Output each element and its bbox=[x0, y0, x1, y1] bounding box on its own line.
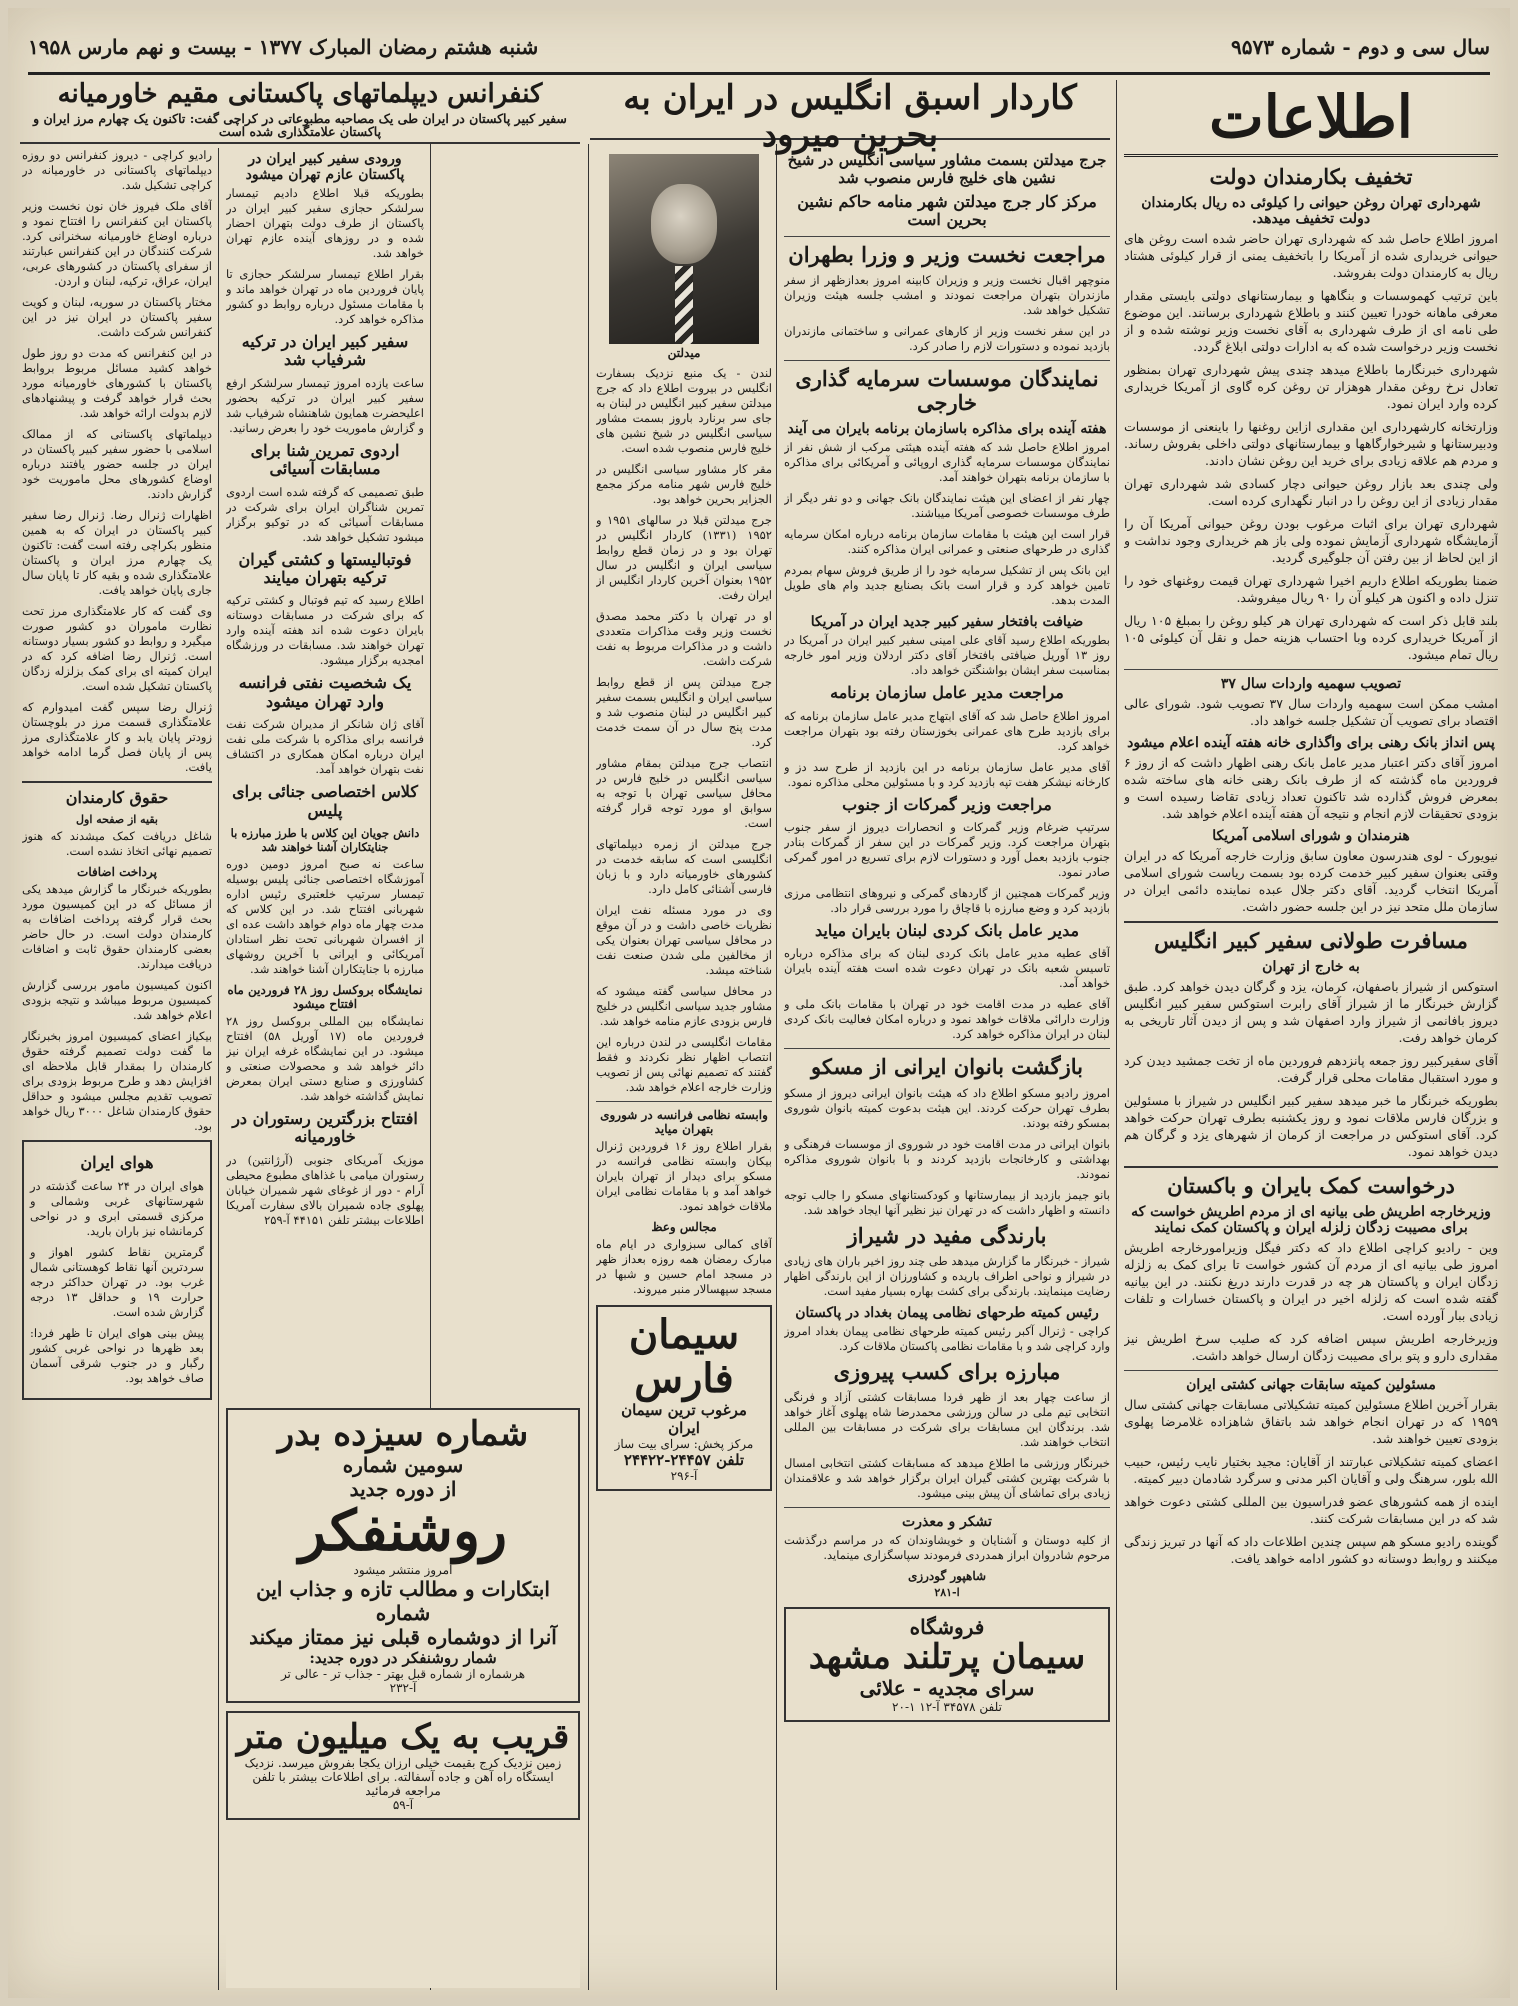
paragraph: استوکس از شیراز باصفهان، کرمان، یزد و گرگان دیدن خواهد کرد. طبق گزارش خبرنگار ما از شیراز آقای رابرت استوکس سفیر کبیر انگلیس دیروز بافانمی از شیراز وارد اصفهان شد و پس از دیدن آثار تاریخی به کرمان خواهد رفت. bbox=[1124, 979, 1498, 1046]
headline: ورودی سفیر کبیر ایران در پاکستان عازم تهران میشود bbox=[245, 151, 405, 183]
ad-line: سرای مجدیه - علائی bbox=[859, 1676, 1035, 1701]
notice-code: ا-۲۸۱ bbox=[934, 1585, 960, 1599]
headline: درخواست کمک بایران و باکستان bbox=[1167, 1173, 1455, 1199]
paragraph: مقامات انگلیسی در لندن درباره این انتصاب اظهار نظر نکردند و فقط گفتند که تصمیم نهائی پس از تصویب وزارت خارجه اعلام خواهد شد. bbox=[596, 1035, 772, 1094]
paragraph: گوینده رادیو مسکو هم سپس چندین اطلاعات داد که آنها در تبریز زندگی میکنند و روابط دوستانه دو کشور ادامه خواهد یافت. bbox=[1124, 1534, 1498, 1567]
paragraph: او در تهران با دکتر محمد مصدق نخست وزیر وقت مذاکرات متعددی داشت و در مذاکرات مربوط به نفت شرکت داشت. bbox=[596, 609, 772, 668]
paragraph: بیکیاز اعضای کمیسیون امروز بخبرنگار ما گفت دولت تصمیم گرفته حقوق کارمندان را بمقدار قابل ملاحظه ای افزایش دهد و طرح مربوط بزودی برای تصویب تقدیم مجلس میشود و حداقل حقوق کارمندان شاغل ۳۰۰۰ ریال خواهد بود. bbox=[22, 1029, 212, 1134]
paragraph: آقای مدیر عامل سازمان برنامه در این بازدید از طرح سد دز و کارخانه نیشکر هفت تپه بازدید کرد و با مسئولین محلی مذاکره نمود. bbox=[784, 759, 1110, 789]
paragraph: بطوریکه خبرنگار ما گزارش میدهد یکی از مسائل که در این کمیسیون مورد بحث قرار گرفته پرداخت اضافات به کارمندان دولت است. در حال حاضر بعضی کارمندان حقوق ثابت و اضافات دریافت میدارند. bbox=[22, 882, 212, 972]
paragraph: آقای عطیه مدیر عامل بانک کردی لبنان که برای مذاکره درباره تاسیس شعبه بانک در تهران دعوت شده است هفته آینده بایران خواهد آمد. bbox=[784, 946, 1110, 991]
ad-code: آ-۲۳۲ bbox=[389, 1680, 417, 1695]
folio-line bbox=[28, 22, 1490, 75]
paragraph: امروز اطلاع حاصل شد که هفته آینده هیئتی مرکب از شش نفر از نمایندگان موسسات سرمایه گذاری اروپائی و آمریکائی برای مذاکره با سازمان برنامه بتهران خواهند آمد. bbox=[784, 440, 1110, 485]
paragraph: اکنون کمیسیون مامور بررسی گزارش کمیسیون مربوط میباشد و نتیجه بزودی اعلام خواهد شد. bbox=[22, 978, 212, 1023]
divider bbox=[22, 781, 212, 783]
ad-line: امروز منتشر میشود bbox=[353, 1562, 453, 1577]
paragraph: کراچی - ژنرال آکبر رئیس کمیته طرحهای نظامی پیمان بغداد امروز وارد کراچی شد و با مقامات نظامی پاکستان ملاقات کرد. bbox=[784, 1323, 1110, 1353]
cement-shop-ad bbox=[784, 1607, 1110, 1722]
paragraph: آقای ملک فیروز خان نون نخست وزیر پاکستان این کنفرانس را افتتاح نمود و درباره اوضاع خاورمیانه سخنرانی کرد. شرکت کنندگان در این کنفرانس عبارتند از سفرای پاکستان در کشورهای عربی، ایران، عراق، ترکیه، لبنان و اردن. bbox=[22, 199, 212, 288]
paragraph: جرج میدلتن قبلا در سالهای ۱۹۵۱ و ۱۹۵۲ (۱۳۳۱) کاردار انگلیس در تهران بود و در زمان قطع روابط سیاسی ایران و انگلیس در سال ۱۹۵۲ بعنوان آخرین کاردار انگلیس از ایران رفت. bbox=[596, 513, 772, 602]
subheadline: هفته آینده برای مذاکره باسازمان برنامه بایران می آیند bbox=[787, 421, 1107, 438]
column-rule bbox=[1116, 80, 1117, 1990]
paragraph: لندن - یک منبع نزدیک بسفارت انگلیس در بیروت اطلاع داد که جرج میدلتن سفیر کبیر انگلیس در لبنان به جای سر برنارد باروز بسمت مشاور سیاسی انگلیس در شیخ نشین های خلیج فارس منصوب شده است. bbox=[596, 366, 772, 455]
paragraph: امروز اطلاع حاصل شد که آقای ابتهاج مدیر عامل سازمان برنامه که برای بازدید طرح های عمرانی بخوزستان رفته بود بتهران مراجعت خواهد کرد. bbox=[784, 708, 1110, 753]
portrait-face bbox=[651, 184, 717, 264]
subheadline: شهرداری تهران روغن حیوانی را کیلوئی ده ریال بکارمندان دولت تخفیف میدهد. bbox=[1141, 195, 1481, 228]
paragraph: مقر کار مشاور سیاسی انگلیس در خلیج فارس شهر منامه مرکز مجمع الجزایر بحرین خواهد بود. bbox=[596, 462, 772, 506]
divider bbox=[784, 1507, 1110, 1508]
paragraph: آقای سفیرکبیر روز جمعه پانزدهم فروردین ماه از تخت جمشید دیدن کرد و مورد استقبال مقامات محلی قرار گرفت. bbox=[1124, 1053, 1498, 1086]
paragraph: بقرار آخرین اطلاع مسئولین کمیته تشکیلاتی مسابقات جهانی کشتی سال ۱۹۵۹ که در تهران انجام خواهد شد باتفاق شاهزاده غلامرضا پهلوی بزودی تعیین خواهند شد. bbox=[1124, 1397, 1498, 1447]
paragraph: قرار است این هیئت با مقامات سازمان برنامه درباره امکان سرمایه گذاری در طرحهای صنعتی و عمرانی ایران مذاکره کنند. bbox=[784, 527, 1110, 557]
paragraph: پیش بینی هوای ایران تا ظهر فردا: بعد ظهرها در نواحی غربی کشور رگبار و در جنوب شرقی آسمان صاف خواهد بود. bbox=[30, 1325, 204, 1385]
paragraph: رادیو کراچی - دیروز کنفرانس دو روزه دیپلماتهای پاکستانی در خاورمیانه در کراچی تشکیل شد. bbox=[22, 148, 212, 192]
ad-line: آنرا از دوشماره قبلی نیز ممتاز میکند bbox=[249, 1624, 557, 1649]
issue-number: سال سی و دوم - شماره ۹۵۷۳ bbox=[1230, 35, 1490, 59]
headline: هنرمندان و شوراى اسلامى آمريكا bbox=[1212, 828, 1410, 845]
subheadline: پرداخت اضافات bbox=[77, 865, 157, 880]
headline: بارندگی مفید در شیراز bbox=[847, 1222, 1047, 1248]
headline: مجالس وعظ bbox=[651, 1220, 717, 1234]
headline: ضیافت بافتخار سفیر کبیر جدید ایران در آمریکا bbox=[810, 614, 1084, 631]
headline: اردوی تمرین شنا برای مسابقات آسیائی bbox=[250, 440, 400, 479]
paragraph: اظهارات ژنرال رضا. ژنرال رضا سفیر کبیر پاکستان در ایران که به همین منظور بکراچی رفته است گفت: تاکنون یک چهارم مرز ایران و پاکستان علامتگذاری شده و بقیه کار تا پایان سال جاری پایان خواهد یافت. bbox=[22, 508, 212, 597]
ad-brand: سیمان فارس bbox=[628, 1311, 740, 1402]
paragraph: بطوریکه خبرنگار ما خبر میدهد سفیر کبیر انگلیس در شیراز با مسئولین و بزرگان فارس ملاقات نمود و روز یکشنبه بطرف تهران حرکت خواهد کرد. آقای استوکس در مراجعت از کرمان از شهرهای یزد و گرگان هم دیدن خواهد نمود. bbox=[1124, 1093, 1498, 1160]
paragraph: هوای ایران در ۲۴ ساعت گذشته در شهرستانهای غربی وشمالی و مرکزی قسمتی ابری و در نواحی کرمانشاه نیز باران بارید. bbox=[30, 1178, 204, 1238]
paragraph: بطوریکه اطلاع رسید آقای علی امینی سفیر کبیر ایران در آمریکا در روز ۱۳ آوریل ضیافتی بافتخار آقای دکتر اردلان وزیر امور خارجه بمناسبت سفر ایشان بواشنگتن خواهد داد. bbox=[784, 633, 1110, 678]
headline: نمایشگاه بروکسل روز ۲۸ فروردین ماه افتتاح میشود bbox=[227, 982, 423, 1011]
ad-line: فروشگاه bbox=[909, 1614, 985, 1639]
ad-brand: روشنفکر bbox=[298, 1498, 508, 1565]
ad-line: قریب به یک میلیون متر bbox=[236, 1716, 570, 1757]
subheadline: سفیر کبیر پاکستان در ایران طی یک مصاحبه مطبوعاتی در کراچی گفت: تاکنون یک چهارم مرز ایران و پاکستان علامتگذاری شده است bbox=[33, 110, 567, 140]
divider bbox=[784, 1048, 1110, 1049]
paragraph: بانو جیمز بازدید از بیمارستانها و کودکستانهای مسکو را جالب توجه دانسته و اظهار داشت که در تهران نیز نظیر آنها ایجاد خواهد شد. bbox=[784, 1187, 1110, 1217]
paragraph: امشب ممکن است سهمیه واردات سال ۳۷ تصویب شود. شورای عالی اقتصاد برای تصویب آن تشکیل جلسه خواهد داد. bbox=[1124, 696, 1498, 729]
divider bbox=[1124, 669, 1498, 670]
subheadline: جرج میدلتن بسمت مشاور سیاسی انگلیس در شیخ نشین های خلیج فارس منصوب شد bbox=[787, 151, 1107, 187]
paragraph: از ساعت چهار بعد از ظهر فردا مسابقات کشتی آزاد و فرنگی انتخابی تیم ملی در سالن ورزشی محمدرضا شاه پهلوی آغاز خواهد شد. برندگان این مسابقات برای شرکت در مسابقات بین المللی انتخاب خواهند شد. bbox=[784, 1389, 1110, 1449]
newspaper-page bbox=[8, 8, 1510, 1998]
paragraph: امروز اطلاع حاصل شد که شهرداری تهران حاضر شده است روغن های حیوانی خریداری شده از آمریکا را باتخفیف یمنی از قرار کیلوئی هشتاد ریال به کارمندان دولت بفروشد. bbox=[1124, 231, 1498, 281]
headline: مراجعت نخست وزیر و وزرا بطهران bbox=[788, 241, 1106, 267]
ad-line: مرغوب ترین سیمان ایران bbox=[621, 1401, 747, 1437]
paragraph: آقای ژان شانکر از مدیران شرکت نفت فرانسه برای مذاکره با شرکت ملی نفت ایران درباره امکان همکاری در اکتشاف نفت بتهران خواهد آمد. bbox=[226, 717, 424, 777]
paragraph: اینده از همه کشورهای عضو فدراسیون بین المللی کشتی دعوت خواهد شد که در این مسابقات شرکت کنند. bbox=[1124, 1494, 1498, 1527]
ad-phone: تلفن ۳۴۵۷۸ آ-۱۲ ۱-۲۰ bbox=[892, 1700, 1002, 1715]
headline: سفیر کبیر ایران در ترکیه شرفیاب شد bbox=[241, 332, 409, 370]
headline: کنفرانس دیپلماتهای پاکستانی مقیم خاورمیانه bbox=[57, 79, 543, 109]
paragraph: بقرار اطلاع تیمسار سرلشکر حجازی تا پایان فروردین ماه در تهران خواهد ماند و با مقامات مسئول درباره روابط دو کشور مذاکره خواهد کرد. bbox=[226, 267, 424, 326]
paragraph: نیویورک - لوی هندرسون معاون سابق وزارت خارجه آمریکا که در ایران وقتی بعنوان سفیر کبیر خدمت کرده بود بسمت ریاست شورای اسلامی آمریکا انتخاب گردید. آقای دکتر جلال عبده نماینده دائمی ایران در سازمان ملل متحد نیز در این جلسه حضور داشت. bbox=[1124, 848, 1498, 915]
paragraph: مختار پاکستان در سوریه، لبنان و کویت سفیر پاکستان در ایران نیز در این کنفرانس شرکت داشت. bbox=[22, 295, 212, 339]
paragraph: آقای عطیه در مدت اقامت خود در تهران با مقامات بانک ملی و وزارت دارائی ملاقات خواهد نمود و درباره امکان فعالیت بانک کردی لبنان در ایران مذاکره خواهد کرد. bbox=[784, 997, 1110, 1042]
headline: مراجعت وزیر گمرکات از جنوب bbox=[842, 794, 1052, 814]
paragraph: باین ترتیب کهموسسات و بنگاهها و بیمارستانهای دولتی بایستی مقدار معرفی ماهانه خودرا تعیین کنند و باطلاع شهرداری برسانند. این موضوع طی نامه ای از طرف شهرداری به آقای نخست وزیر نوشته شده و از نخست وزیر درخواست شده که به ادارات دولتی ابلاغ گردد. bbox=[1124, 288, 1498, 355]
divider bbox=[1124, 1166, 1498, 1168]
paragraph: شهرداری خبرنگارما باطلاع میدهد چندی پیش شهرداری تهران بمنظور تعادل نرخ روغن مقدار هوهزار تن روغن کره گاوی از آمریکا خریداری کرده وارد ایران نمود. bbox=[1124, 362, 1498, 412]
portrait-photo bbox=[609, 154, 759, 344]
subheadline: بقیه از صفحه اول bbox=[76, 813, 158, 827]
paragraph: گرمترین نقاط کشور اهواز و سردترین آنها نقاط کوهستانی شمال غرب بود. در تهران حداکثر درجه حرارت ۱۹ و حداقل ۱۳ درجه گزارش شده است. bbox=[30, 1244, 204, 1319]
paragraph: ساعت نه صبح امروز دومین دوره آموزشگاه اختصاصی جنائی پلیس بوسیله تیمسار سرتیپ خلعتبری رئیس اداره شهربانی افتتاح شد. در این کلاس که مدت چهار ماه دوام خواهد داشت عده ای از افسران شهربانی تحت نظر استادان آمریکائی و ایرانی با آخرین روشهای مبارزه با جنایتکاران آشنا خواهند شد. bbox=[226, 856, 424, 976]
subheadline: دانش جویان این کلاس با طرز مبارزه با جنایتکاران آشنا خواهند شد bbox=[230, 825, 420, 854]
column-right bbox=[1124, 80, 1498, 1988]
subheadline: وزیرخارجه اطریش طی بیانیه ای از مردم اطریش خواست که برای مصیبت زدگان زلزله ایران و پاکستان کمک نمایند bbox=[1131, 1204, 1491, 1237]
headline: افتتاح بزرگترین رستوران در خاورمیانه bbox=[232, 1108, 418, 1147]
ads-block bbox=[226, 1408, 580, 1988]
paragraph: اعضای کمیته تشکیلاتی عبارتند از آقایان: مجید بختیار نایب رئیس، حبیب الله بلور، سرهنگ ولی و آقایان اکبر مدنی و سرگرد شادمان دبیر کمیته. bbox=[1124, 1454, 1498, 1487]
paragraph: چهار نفر از اعضای این هیئت نمایندگان بانک جهانی و دو نفر دیگر از طرف موسسات خصوصی آمریکا میباشند. bbox=[784, 491, 1110, 521]
paragraph: در این سفر نخست وزیر از کارهای عمرانی و ساختمانی مازندران بازدید نموده و دستورات لازم را صادر کرد. bbox=[784, 323, 1110, 353]
paragraph: بلند قابل ذکر است که شهرداری تهران هر کیلو روغن را بمبلغ ۱۰۵ ریال از آمریکا خریداری کرده وبا احتساب هزینه حمل و نقل آن کیلوئی ۱۰۵ ریال تمام میشود. bbox=[1124, 613, 1498, 663]
paragraph: بانوان ایرانی در مدت اقامت خود در شوروی از موسسات فرهنگی و بهداشتی و کارخانجات بازدید کردند و با بانوان شوروی مذاکره نمودند. bbox=[784, 1136, 1110, 1181]
paragraph: منوچهر اقبال نخست وزیر و وزیران کابینه امروز بعدازظهر از سفر مازندران بتهران مراجعت نمودند و امشب جلسه هیئت وزیران تشکیل خواهد شد. bbox=[784, 272, 1110, 317]
headline: مدیر عامل بانک کردی لبنان بایران میاید bbox=[814, 920, 1080, 940]
paragraph: اطلاع رسید که تیم فوتبال و کشتی ترکیه که برای شرکت در مسابقات دوستانه بایران دعوت شده اند هفته آینده وارد تهران خواهند شد. مسابقات در ورزشگاه امجدیه برگزار میشود. bbox=[226, 593, 424, 668]
subheadline: به خارج از تهران bbox=[1262, 959, 1360, 976]
paragraph: وزارتخانه کارشهرداری این مقداری ازاین روغنها را باینعنی از موسسات ودبیرستانها و شیرخوارگاهها و بیمارستانهای دولتی داخلی بفروش رساند. و مردم هم علاقه زیادی برای خرید این روغن نشان دادند. bbox=[1124, 419, 1498, 469]
headline: تخفیف بکارمندان دولت bbox=[1209, 164, 1413, 189]
paragraph: موزیک آمریکای جنوبی (آرژانتین) در رستوران میامی با غذاهای مطبوع محیطی آرام - دور از غوغای شهر شمیران خیابان پهلوی جاده شمیران بالای سفارت آمریکا اطلاعات بیشتر تلفن ۴۴۱۵۱ آ-۲۵۹ bbox=[226, 1152, 424, 1227]
paragraph: وی در مورد مسئله نفت ایران نظریات خاصی داشت و در آن موقع در محافل سیاسی تهران بعنوان یکی از مخالفین ملی شدن صنعت نفت شناخته میشد. bbox=[596, 903, 772, 977]
ad-brand: سیمان پرتلند مشهد bbox=[808, 1636, 1086, 1677]
paragraph: بقرار اطلاع روز ۱۶ فروردین ژنرال بیکان وابسته نظامی فرانسه در مسکو برای دیدار از تهران بایران خواهد آمد و با مقامات نظامی ایران ملاقات خواهد نمود. bbox=[596, 1139, 772, 1213]
headline: مراجعت مدیر عامل سازمان برنامه bbox=[830, 683, 1064, 703]
issue-date: شنبه هشتم رمضان المبارک ۱۳۷۷ - بیست و نهم مارس ۱۹۵۸ bbox=[28, 35, 539, 59]
paragraph: شهرداری تهران برای اثبات مرغوب بودن روغن حیوانی آمریکا آن را آزمایشگاه شهرداری آزمایش نموده ولی باز هم خریداری وجود نداشت و از این لحاظ از بین رفتن آن جلوگیری گردید. bbox=[1124, 516, 1498, 566]
ad-line: هرشماره از شماره قبل بهتر - جذاب تر - عالی تر bbox=[280, 1666, 526, 1681]
headline: حقوق کارمندان bbox=[65, 788, 169, 807]
paragraph: انتصاب جرج میدلتن بمقام مشاور سیاسی انگلیس در خلیج فارس در محافل سیاسی تهران با توجه به سوابق او مورد توجه قرار گرفته است. bbox=[596, 756, 772, 830]
notice-body: از کلیه دوستان و آشنایان و خویشاوندان که در مراسم درگذشت مرحوم شادروان ابراز همدردی فرمودند سپاسگزاری مینماید. bbox=[784, 1532, 1110, 1562]
divider bbox=[1124, 921, 1498, 923]
headline: تصویب سهمیه واردات سال ۳۷ bbox=[1220, 676, 1402, 693]
headline: فوتبالیستها و کشتی گیران ترکیه بتهران میایند bbox=[238, 549, 412, 587]
headline: رئیس کمیته طرحهای نظامی پیمان بغداد در پاکستان bbox=[795, 1304, 1099, 1321]
masthead: اطلاعات bbox=[1124, 80, 1498, 157]
weather-box bbox=[22, 1140, 212, 1399]
land-sale-ad bbox=[226, 1711, 580, 1820]
weather-title: هوای ایران bbox=[80, 1153, 154, 1173]
headline: وابسته نظامی فرانسه در شوروی بتهران میاید bbox=[600, 1108, 768, 1136]
column-rule bbox=[588, 144, 589, 1990]
headline: مبارزه برای کسب پیروزی bbox=[833, 1358, 1061, 1384]
headline: بازگشت بانوان ایرانی از مسکو bbox=[810, 1054, 1084, 1080]
photo-caption: میدلتن bbox=[667, 346, 701, 360]
paragraph: وین - رادیو کراچی اطلاع داد که دکتر فیگل وزیرامورخارجه اطریش امروز طی بیانیه ای از مردم آن کشور خواست تا برای کمک به زلزله زدگان ایران و پاکستان هر چه در قدرت دارند دریغ نکنند. در این بیانیه گفته شده است که زلزله اخیر در ایران و پاکستان خسارات و تلفات زیادی ببار آورده است. bbox=[1124, 1240, 1498, 1324]
paragraph: نمایشگاه بین المللی بروکسل روز ۲۸ فروردین ماه (۱۷ آوریل ۵۸) افتتاح میشود. در این نمایشگاه غرفه ایران نیز دائر خواهد شد و محصولات صنعتی و کشاورزی و صنایع دستی ایران بمعرض نمایش گذاشته خواهد شد. bbox=[226, 1013, 424, 1103]
paragraph: دیپلماتهای پاکستانی که از ممالک اسلامی با حضور سفیر کبیر پاکستان در ایران در جلسه حضور یافتند درباره اوضاع کشورهای محل ماموریت خود گزارش دادند. bbox=[22, 427, 212, 501]
paragraph: آقای کمالی سبزواری در ایام ماه مبارک رمضان همه روزه بعداز ظهر در مسجد امام حسین و شبها در مسجد سپهسالار منبر میروند. bbox=[596, 1237, 772, 1296]
cement-fars-ad bbox=[596, 1305, 772, 1491]
column-left bbox=[22, 148, 212, 1990]
portrait-tie bbox=[675, 266, 693, 344]
pakistan-banner bbox=[20, 80, 580, 144]
paragraph: جرج میدلتن از زمره دیپلماتهای انگلیسی است که سابقه خدمت در کشورهای خاورمیانه دارد و با زبان فارسی آشنائی کامل دارد. bbox=[596, 837, 772, 896]
divider bbox=[596, 1101, 772, 1102]
divider bbox=[784, 236, 1110, 237]
paragraph: وزیر گمرکات همچنین از گاردهای گمرکی و نیروهای انتظامی مرزی بازدید کرد و وضع مبارزه با قاچاق را مورد بررسی قرار داد. bbox=[784, 885, 1110, 915]
ad-line: شماره سیزده بدر bbox=[277, 1414, 529, 1454]
paragraph: سرتیپ ضرغام وزیر گمرکات و انحصارات دیروز از سفر جنوب بتهران مراجعت کرد. وزیر گمرکات در این سفر از گمرکات بنادر جنوب بازدید بعمل آورد و دستورات لازم برای تسریع در امور گمرکی صادر نمود. bbox=[784, 819, 1110, 879]
headline: مسئولین کمیته سابقات جهانی کشتی ایران bbox=[1186, 1377, 1436, 1394]
roshanfekr-ad bbox=[226, 1408, 580, 1703]
ad-line: شمار روشنفکر در دوره جدید: bbox=[309, 1648, 497, 1667]
paragraph: جرج میدلتن پس از قطع روابط سیاسی ایران و انگلیس بسمت سفیر کبیر انگلیس در لبنان منصوب شد و مدت پنج سال در آن سمت خدمت کرد. bbox=[596, 675, 772, 749]
ad-code: آ-۲۹۶ bbox=[670, 1469, 698, 1483]
paragraph: ولی چندی بعد بازار روغن حیوانی دچار کسادی شد شهرداری تهران مقدار زیادی از این روغن را در انبار نگهداری کرده است. bbox=[1124, 476, 1498, 509]
headline: مسافرت طولانی سفیر کبیر انگلیس bbox=[1154, 928, 1468, 954]
paragraph: شیراز - خبرنگار ما گزارش میدهد طی چند روز اخیر باران های زیادی در شیراز و نواحی اطراف باریده و کشاورزان از این بارندگی اظهار رضایت مینمایند. بارندگی برای کشت بهاره بسیار مفید است. bbox=[784, 1253, 1110, 1298]
paragraph: این بانک پس از تشکیل سرمایه خود را از طریق فروش سهام بمردم تامین خواهد کرد و قرار است بانک بصنایع جدید وام های طویل المدت بدهد. bbox=[784, 563, 1110, 608]
headline: پس انداز بانک رهنی برای واگذاری خانه هفته آینده اعلام میشود bbox=[1127, 735, 1495, 752]
banner-headline: كاردار اسبق انگليس در ايران به بحرين ميرود bbox=[590, 80, 1110, 140]
headline: نمایندگان موسسات سرمایه گذاری خارجی bbox=[795, 365, 1099, 416]
paragraph: بطوریکه قبلا اطلاع دادیم تیمسار سرلشکر حجازی سفیر کبیر ایران در پاکستان از طرف دولت بتهران احضار شده و در روزهای آینده عازم تهران خواهد شد. bbox=[226, 186, 424, 260]
paragraph: ساعت یازده امروز تیمسار سرلشکر ارفع سفیر کبیر ایران در ترکیه بحضور اعلیحضرت همایون شاهنشاه شرفیاب شد و گزارش ماموریت خود را بعرض رسانید. bbox=[226, 375, 424, 435]
paragraph: امروز رادیو مسکو اطلاع داد که هیئت بانوان ایرانی دیروز از مسکو بطرف تهران حرکت کردند. این هیئت بدعوت کمیته بانوان شوروی بمسکو رفته بودند. bbox=[784, 1085, 1110, 1130]
divider bbox=[1124, 1370, 1498, 1371]
notice-title: تشکر و معذرت bbox=[902, 1513, 992, 1530]
paragraph: شاغل دریافت کمک میشدند که هنوز تصمیم نهائی اتخاذ نشده است. bbox=[22, 829, 212, 859]
headline: یک شخصیت نفتی فرانسه وارد تهران میشود bbox=[238, 673, 412, 711]
ad-line: مرکز پخش: سرای بیت ساز bbox=[614, 1437, 754, 1451]
paragraph: طبق تصمیمی که گرفته شده است اردوی تمرین شناگران ایران برای شرکت در مسابقات آسیائی که در توکیو برگزار میشود تشکیل خواهد شد. bbox=[226, 484, 424, 544]
paragraph: ژنرال رضا سپس گفت امیدوارم که علامتگذاری قسمت مرز در بلوچستان زودتر پایان یابد و کار علامتگذاری مرز پس از پایان فصل گرما ادامه خواهد یافت. bbox=[22, 700, 212, 774]
ad-line: از دوره جدید bbox=[349, 1477, 457, 1502]
column-center-right bbox=[784, 148, 1110, 1990]
ad-code: آ-۵۹ bbox=[392, 1798, 414, 1813]
notice-signature: شاهپور گودرزی bbox=[907, 1568, 987, 1583]
subheadline: مرکز کار جرج میدلتن شهر منامه حاکم نشین بحرین است bbox=[797, 192, 1097, 230]
paragraph: امروز آقای دکتر اعتبار مدیر عامل بانک رهنی اظهار داشت که از روز ۶ فروردین ماه گذشته که از طرف بانک رهنی خانه های ساخته شده بمعرض فروش گذارده شد تاکنون تعداد زیادی تقاضا رسیده است و بزودی تحقیقات لازم انجام و نتیجه آن هفته آینده اعلام خواهد شد. bbox=[1124, 755, 1498, 822]
headline: کلاس اختصاصی جنائی برای پلیس bbox=[232, 782, 418, 820]
paragraph: خبرنگار ورزشی ما اطلاع میدهد که مسابقات کشتی انتخابی امسال با شرکت بهترین کشتی گیران ایران برگزار خواهد شد و علاقمندان زیادی برای تماشای آن پیش بینی میشود. bbox=[784, 1455, 1110, 1500]
ad-phone: تلفن ۲۴۴۵۷-۲۴۴۲۲ bbox=[623, 1451, 745, 1469]
paragraph: در محافل سیاسی گفته میشود که مشاور جدید سیاسی انگلیس در خلیج فارس بزودی عازم منامه خواهد شد. bbox=[596, 984, 772, 1028]
paragraph: وزیرخارجه اطریش سپس اضافه کرد که صلیب سرخ اطریش نیز مقداری دارو و پتو برای مصیبت زدگان ارسال خواهد داشت. bbox=[1124, 1331, 1498, 1364]
paragraph: ضمنا بطوریکه اطلاع داریم اخیرا شهرداری تهران قیمت روغنهای خود را تنزل داده و اکنون هر کیلو آن را ۹۰ ریال میفروشد. bbox=[1124, 573, 1498, 606]
column-center bbox=[596, 148, 772, 1990]
ad-line: ابتکارات و مطالب تازه و جذاب این شماره bbox=[256, 1576, 550, 1625]
column-rule bbox=[218, 148, 219, 1990]
divider bbox=[784, 360, 1110, 361]
paragraph: در این کنفرانس که مدت دو روز طول خواهد کشید مسائل مربوط بروابط پاکستان با کشورهای خاورمیانه مورد بحث قرار خواهد گرفت و پیشنهادهای لازم بدولت ارائه خواهد شد. bbox=[22, 346, 212, 420]
paragraph: وی گفت که کار علامتگذاری مرز تحت نظارت ماموران دو کشور صورت میگیرد و روابط دو کشور بسیار دوستانه است. ژنرال رضا اضافه کرد که در ایران کمیته ای برای کمک بزلزله زدگان پاکستان تشکیل شده است. bbox=[22, 604, 212, 693]
ad-line: سومین شماره bbox=[342, 1453, 464, 1478]
column-rule bbox=[776, 144, 777, 1990]
ad-line: زمین نزدیک کرج بقیمت خیلی ارزان یکجا بفروش میرسد. نزدیک ایستگاه راه آهن و جاده آسفالته. برای اطلاعات بیشتر با تلفن مراجعه فرمائید bbox=[244, 1756, 562, 1799]
